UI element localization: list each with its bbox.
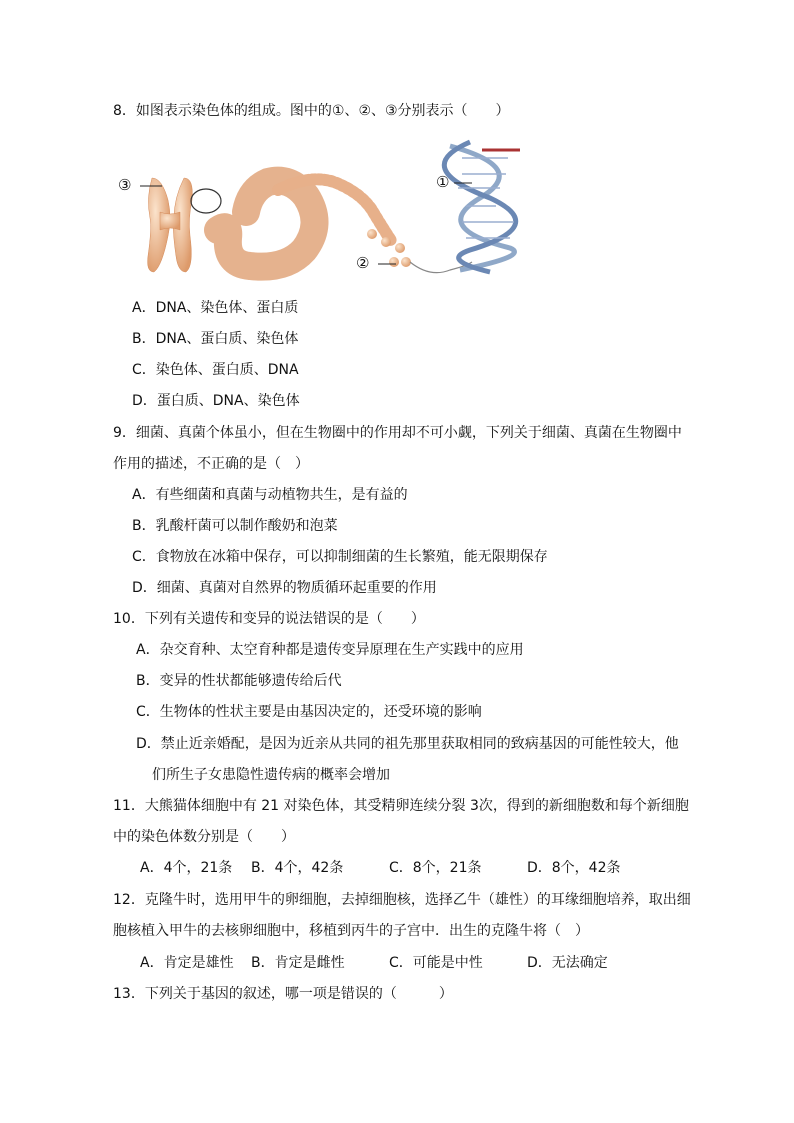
q12-option-c: C．可能是中性: [389, 955, 483, 971]
q9-option-a: A．有些细菌和真菌与动植物共生，是有益的: [132, 487, 408, 503]
q11-option-d: D．8个，42条: [527, 860, 621, 876]
question-12-stem-line1: 12．克隆牛时，选用甲牛的卵细胞，去掉细胞核，选择乙牛（雄性）的耳缘细胞培养，取出细: [113, 892, 691, 908]
coiled-fibre: [218, 181, 315, 267]
chromosome-shape: [148, 178, 193, 272]
highlight-circle: [191, 189, 221, 213]
q12-option-b: B．肯定是雌性: [251, 955, 345, 971]
label-2: ②: [356, 254, 370, 272]
q11-options: [0, 858, 794, 878]
label-3: ③: [118, 176, 132, 194]
question-8-stem: 8．如图表示染色体的组成。图中的①、②、③分别表示（ ）: [113, 103, 510, 119]
q10-option-a: A．杂交育种、太空育种都是遗传变异原理在生产实践中的应用: [136, 642, 524, 658]
q9-option-b: B．乳酸杆菌可以制作酸奶和泡菜: [132, 518, 338, 534]
q10-option-b: B．变异的性状都能够遗传给后代: [136, 673, 342, 689]
q10-option-c: C．生物体的性状主要是由基因决定的，还受环境的影响: [136, 704, 482, 720]
q12-option-a: A．肯定是雄性: [140, 955, 234, 971]
q9-option-c: C．食物放在冰箱中保存，可以抑制细菌的生长繁殖，能无限期保存: [132, 549, 548, 565]
label-1: ①: [436, 173, 450, 191]
q11-option-c: C．8个，21条: [389, 860, 482, 876]
q9-option-d: D．细菌、真菌对自然界的物质循环起重要的作用: [132, 580, 437, 596]
q11-option-b: B．4个，42条: [251, 860, 344, 876]
q8-option-b: B．DNA、蛋白质、染色体: [132, 331, 299, 347]
question-9-stem-line1: 9．细菌、真菌个体虽小，但在生物圈中的作用却不可小觑，下列关于细菌、真菌在生物圈中: [113, 425, 682, 441]
q12-option-d: D．无法确定: [527, 955, 608, 971]
question-11-stem-line1: 11．大熊猫体细胞中有 21 对染色体，其受精卵连续分裂 3次，得到的新细胞数和每个新细胞: [113, 798, 689, 814]
q8-option-d: D．蛋白质、DNA、染色体: [132, 393, 300, 409]
question-12-stem-line2: 胞核植入甲牛的去核卵细胞中，移植到丙牛的子宫中．出生的克隆牛将（ ）: [113, 923, 589, 939]
question-13-stem: 13．下列关于基因的叙述，哪一项是错误的（ ）: [113, 986, 453, 1002]
chromosome-diagram: [110, 138, 560, 288]
q10-option-d-continued: 们所生子女患隐性遗传病的概率会增加: [152, 767, 390, 783]
q10-option-d: D．禁止近亲婚配，是因为近亲从共同的祖先那里获取相同的致病基因的可能性较大，他: [136, 736, 679, 752]
dna-helix: [444, 142, 515, 272]
chromosome-illustration: [110, 138, 560, 288]
q12-options: [0, 953, 794, 973]
q8-option-c: C．染色体、蛋白质、DNA: [132, 362, 299, 378]
question-9-stem-line2: 作用的描述，不正确的是（ ）: [113, 456, 309, 472]
q8-option-a: A．DNA、染色体、蛋白质: [132, 300, 299, 316]
q11-option-a: A．4个，21条: [140, 860, 233, 876]
question-10-stem: 10．下列有关遗传和变异的说法错误的是（ ）: [113, 611, 425, 627]
question-11-stem-line2: 中的染色体数分别是（ ）: [113, 829, 295, 845]
